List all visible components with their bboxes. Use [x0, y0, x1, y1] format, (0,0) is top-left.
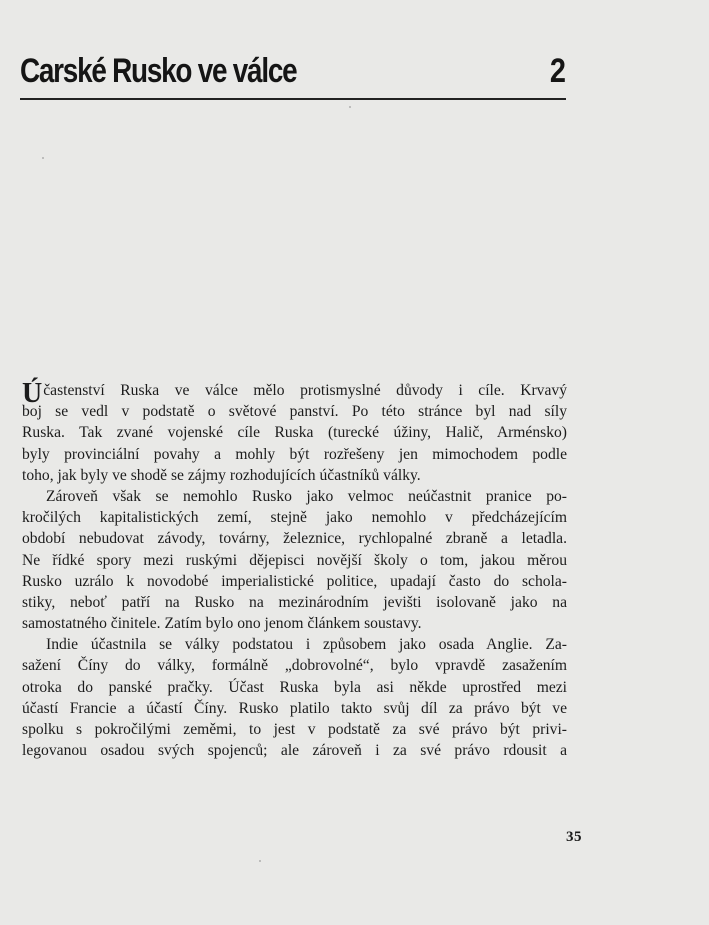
chapter-title: Carské Rusko ve válce	[20, 52, 297, 90]
paper-speck	[349, 106, 351, 108]
paragraph-line: stiky, neboť patří na Rusko na mezinárodním jevišti isolovaně jako na	[22, 593, 567, 611]
paragraph-line	[22, 378, 567, 409]
paragraph-line: legovanou osadou svých spojenců; ale zároveň i za své právo rdousit a	[22, 742, 567, 760]
paragraph-line: sažení Číny do války, formálně „dobrovolné“, bylo vpravdě zasažením	[22, 657, 567, 675]
line-text: častenství Ruska ve válce mělo protismyslné důvody i cíle. Krvavý	[43, 382, 567, 399]
paragraph-line: kročilých kapitalistických zemí, stejně jako nemohlo v předcházejícím	[22, 509, 567, 527]
paragraph-line: Indie účastnila se války podstatou i způsobem jako osada Anglie. Za-	[46, 636, 567, 654]
paragraph-line: otroka do panské pračky. Účast Ruska byla asi někde uprostřed mezi	[22, 678, 567, 696]
paragraph-line: samostatného činitele. Zatím bylo ono jenom článkem soustavy.	[22, 615, 422, 633]
body-text	[22, 380, 567, 761]
drop-cap: Ú	[22, 378, 43, 409]
paragraph-line: období nebudovat závody, továrny, železnice, rychlopalné zbraně a letadla.	[22, 530, 567, 548]
paper-speck	[259, 860, 261, 862]
chapter-header	[20, 50, 566, 100]
paragraph-line: Ruska. Tak zvané vojenské cíle Ruska (turecké úžiny, Halič, Arménsko)	[22, 424, 567, 442]
page-number: 35	[566, 829, 582, 845]
paragraph-line: spolku s pokročilými zeměmi, to jest v podstatě za své právo být privi-	[22, 721, 567, 738]
chapter-number: 2	[549, 52, 566, 90]
paragraph-line: Rusko uzrálo k novodobé imperialistické politice, upadají často do schola-	[22, 572, 567, 590]
paragraph-line: účastí Francie a účastí Číny. Rusko platilo takto svůj díl za právo být ve	[22, 699, 567, 717]
paragraph-line: boj se vedl v podstatě o světové panství. Po této stránce byl nad síly	[22, 403, 567, 421]
paragraph-line: Zároveň však se nemohlo Rusko jako velmoc neúčastnit pranice po-	[46, 487, 567, 505]
paper-speck	[42, 157, 44, 159]
paragraph-line: byly provinciální povahy a mohly být rozřešeny jen mimochodem podle	[22, 445, 567, 463]
paragraph-line: Ne řídké spory mezi ruskými dějepisci novější školy o tom, jakou měrou	[22, 551, 567, 569]
paragraph-line: toho, jak byly ve shodě se zájmy rozhodujících účastníků války.	[22, 466, 421, 484]
